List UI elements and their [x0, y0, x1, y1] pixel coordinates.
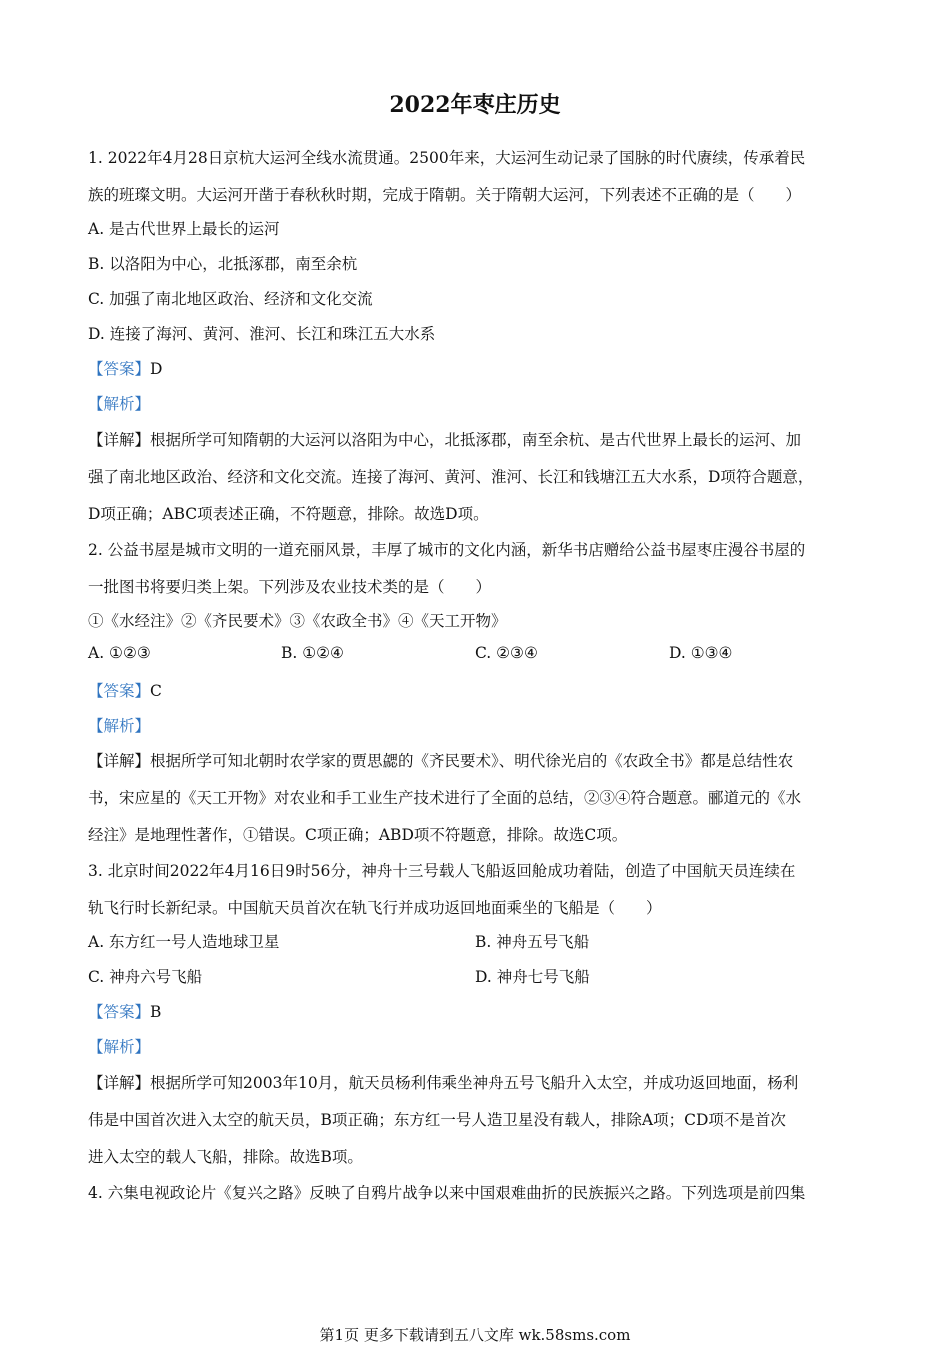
option-c: C. ②③④	[475, 644, 538, 662]
answer-tag: 【答案】	[88, 360, 151, 378]
option-a: A. 是古代世界上最长的运河	[88, 220, 280, 238]
detail-text: 根据所学可知2003年10月，航天员杨利伟乘坐神舟五号飞船升入太空，并成功返回地面，杨利	[150, 1074, 799, 1092]
detail-line	[88, 749, 868, 771]
detail-tag: 【详解】	[88, 431, 151, 449]
question-stem: 2. 公益书屋是城市文明的一道充丽风景，丰厚了城市的文化内涵，新华书店赠给公益书屋枣庄漫谷书屋的	[88, 541, 806, 559]
option-d: D. ①③④	[669, 644, 733, 662]
detail-tag: 【详解】	[88, 752, 151, 770]
analysis-tag: 【解析】	[88, 1038, 151, 1056]
analysis-tag: 【解析】	[88, 717, 151, 735]
detail-tag: 【详解】	[88, 1074, 151, 1092]
answer-line	[88, 357, 868, 379]
page-title: 2022年枣庄历史	[389, 92, 561, 118]
option-d: D. 连接了海河、黄河、淮河、长江和珠江五大水系	[88, 325, 436, 343]
answer-tag: 【答案】	[88, 1003, 151, 1021]
question-stem: 4. 六集电视政论片《复兴之路》反映了自鸦片战争以来中国艰难曲折的民族振兴之路。下列选项是前四集	[88, 1184, 806, 1202]
detail-text: 伟是中国首次进入太空的航天员，B项正确；东方红一号人造卫星没有载人，排除A项；CD项不是首次	[88, 1111, 786, 1129]
option-b: B. ①②④	[281, 644, 344, 662]
option-a: A. ①②③	[88, 644, 151, 662]
option-a: A. 东方红一号人造地球卫星	[88, 933, 280, 951]
question-stem: 轨飞行时长新纪录。中国航天员首次在轨飞行并成功返回地面乘坐的飞船是（ ）	[88, 899, 662, 917]
option-d: D. 神舟七号飞船	[475, 968, 590, 986]
answer-line	[88, 679, 868, 701]
option-b: B. 以洛阳为中心，北抵涿郡，南至余杭	[88, 255, 358, 273]
question-stem: 一批图书将要归类上架。下列涉及农业技术类的是（ ）	[88, 578, 492, 596]
option-b: B. 神舟五号飞船	[475, 933, 590, 951]
option-c: C. 神舟六号飞船	[88, 968, 203, 986]
detail-text: 根据所学可知北朝时农学家的贾思勰的《齐民要术》、明代徐光启的《农政全书》都是总结性农	[150, 752, 794, 770]
detail-text: D项正确；ABC项表述正确，不符题意，排除。故选D项。	[88, 505, 489, 523]
answer-value: D	[150, 360, 163, 378]
detail-text: 进入太空的载人飞船，排除。故选B项。	[88, 1148, 363, 1166]
detail-text: 根据所学可知隋朝的大运河以洛阳为中心，北抵涿郡，南至余杭、是古代世界上最长的运河、加	[150, 431, 802, 449]
option-c: C. 加强了南北地区政治、经济和文化交流	[88, 290, 373, 308]
answer-value: C	[150, 682, 162, 700]
question-items: ①《水经注》②《齐民要术》③《农政全书》④《天工开物》	[88, 612, 507, 630]
detail-text: 强了南北地区政治、经济和文化交流。连接了海河、黄河、淮河、长江和钱塘江五大水系，D项符合题意，	[88, 468, 814, 486]
analysis-tag: 【解析】	[88, 395, 151, 413]
answer-line	[88, 1000, 868, 1022]
question-stem: 1. 2022年4月28日京杭大运河全线水流贯通。2500年来，大运河生动记录了国脉的时代赓续，传承着民	[88, 149, 806, 167]
question-stem: 族的班璨文明。大运河开凿于春秋秋时期，完成于隋朝。关于隋朝大运河，下列表述不正确的是（ ）	[88, 186, 802, 204]
detail-text: 书，宋应星的《天工开物》对农业和手工业生产技术进行了全面的总结，②③④符合题意。郦道元的《水	[88, 789, 802, 807]
page-footer: 第1页 更多下载请到五八文库 wk.58sms.com	[319, 1326, 631, 1344]
answer-tag: 【答案】	[88, 682, 151, 700]
question-stem: 3. 北京时间2022年4月16日9时56分，神舟十三号载人飞船返回舱成功着陆，创造了中国航天员连续在	[88, 862, 796, 880]
detail-line	[88, 1071, 868, 1093]
detail-line	[88, 428, 868, 450]
answer-value: B	[150, 1003, 162, 1021]
detail-text: 经注》是地理性著作，①错误。C项正确；ABD项不符题意，排除。故选C项。	[88, 826, 628, 844]
